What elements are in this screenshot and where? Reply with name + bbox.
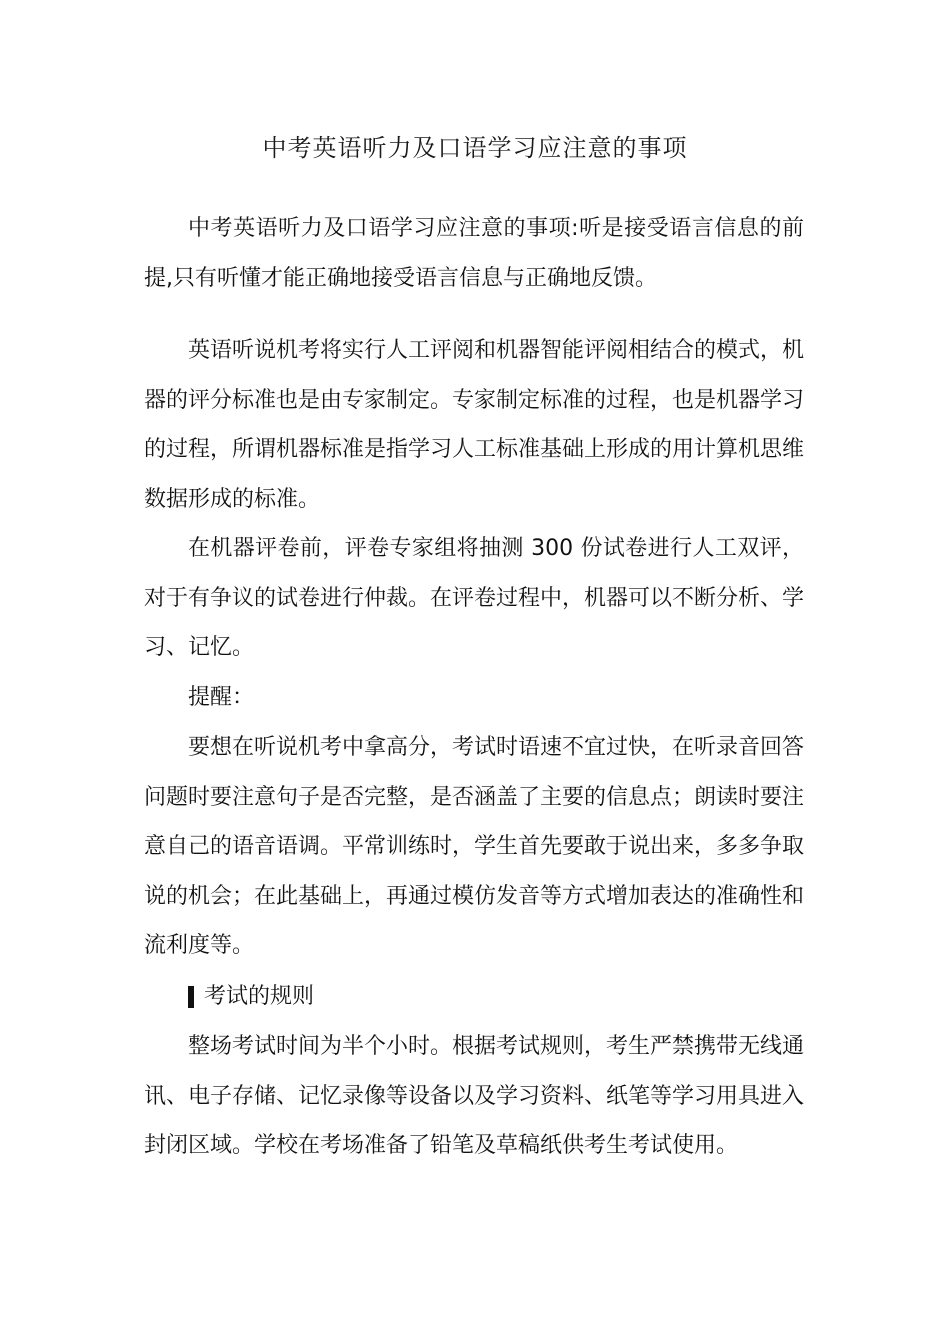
heading-bar-icon [188, 986, 194, 1008]
paragraph-intro: 中考英语听力及口语学习应注意的事项:听是接受语言信息的前提,只有听懂才能正确地接受语言信息与正确地反馈。 [144, 216, 804, 291]
paragraph-reminder-label: 提醒： [188, 685, 255, 710]
paragraph-reminder-body: 要想在听说机考中拿高分，考试时语速不宜过快，在听录音回答问题时要注意句子是否完整，是否涵盖了主要的信息点；朗读时要注意自己的语音语调。平常训练时，学生首先要敢于说出来，多多争取说的机会；在此基础上，再通过模仿发音等方式增加表达的准确性和流利度等。 [144, 735, 805, 958]
paragraph-exam-rules: 整场考试时间为半个小时。根据考试规则，考生严禁携带无线通讯、电子存储、记忆录像等设备以及学习资料、纸笔等学习用具进入封闭区域。学校在考场准备了铅笔及草稿纸供考生考试使用。 [144, 1034, 805, 1158]
section-heading-text: 考试的规则 [204, 984, 315, 1009]
section-heading [188, 977, 314, 1017]
paragraph-machine-scoring: 英语听说机考将实行人工评阅和机器智能评阅相结合的模式，机器的评分标准也是由专家制定。专家制定标准的过程，也是机器学习的过程，所谓机器标准是指学习人工标准基础上形成的用计算机思维数据形成的标准。 [144, 338, 805, 512]
paragraph-scoring-process: 在机器评卷前，评卷专家组将抽测 300 份试卷进行人工双评，对于有争议的试卷进行仲裁。在评卷过程中，机器可以不断分析、学习、记忆。 [144, 536, 805, 660]
document-title: 中考英语听力及口语学习应注意的事项 [262, 134, 688, 162]
